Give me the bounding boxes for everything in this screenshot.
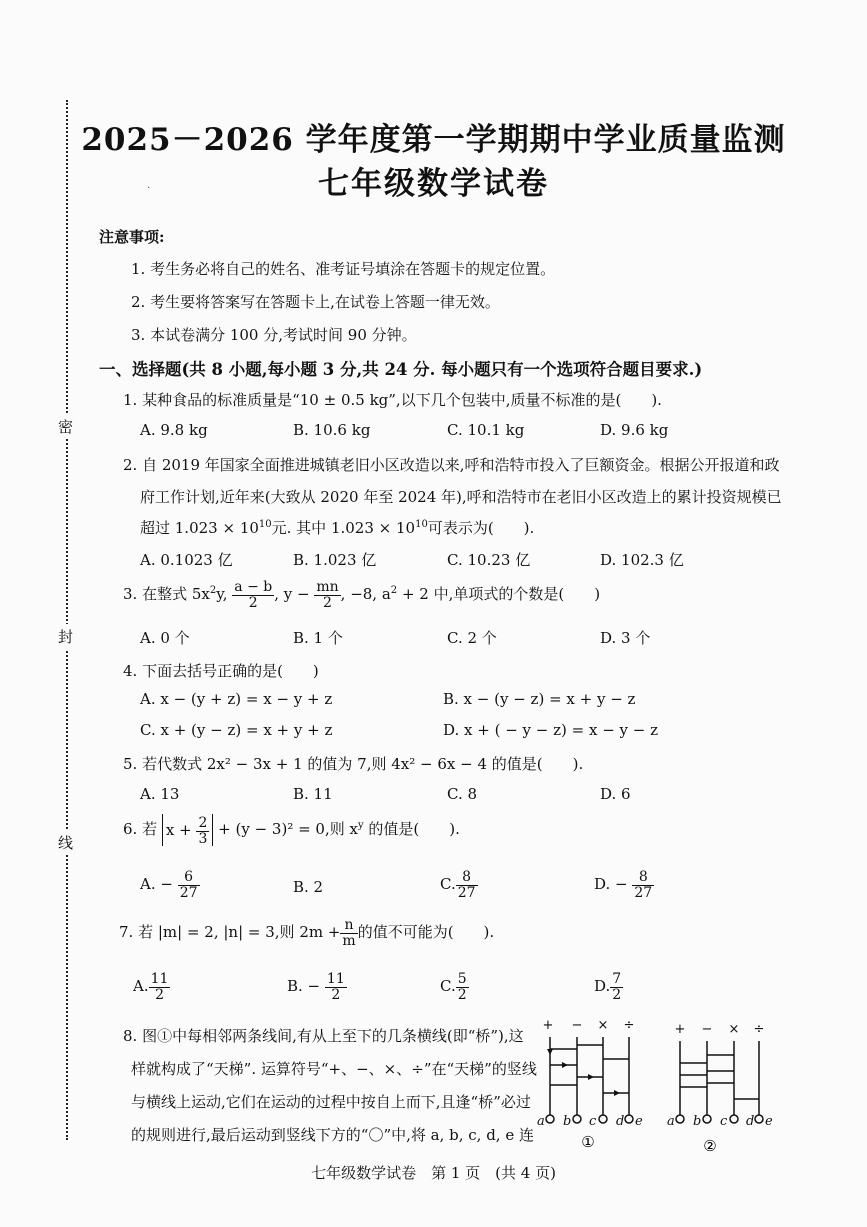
q6-option-b: B. 2 — [293, 878, 324, 896]
fig1-op-minus: − — [571, 1018, 583, 1033]
q2-option-b: B. 1.023 亿 — [293, 551, 377, 569]
q7-option-a: A. $\frac{11}{2}$ — [133, 971, 169, 1003]
fig2-letter-d: d — [746, 1114, 755, 1129]
exam-subtitle: 七年级数学试卷 — [318, 166, 549, 202]
q2-option-a: A. 0.1023 亿 — [140, 551, 233, 569]
fig1-letter-d: d — [616, 1114, 625, 1129]
q3-option-d: D. 3 个 — [600, 629, 651, 647]
fig2-letter-a: a — [667, 1114, 675, 1129]
notice-item: 1. 考生务必将自己的姓名、准考证号填涂在答题卡的规定位置。 — [131, 260, 556, 278]
q4-option-a: A. x − (y + z) = x − y + z — [140, 690, 333, 708]
q2-option-d: D. 102.3 亿 — [600, 551, 684, 569]
section-heading: 一、选择题(共 8 小题,每小题 3 分,共 24 分. 每小题只有一个选项符合题目要求.) — [99, 360, 703, 379]
q6-option-a: A. − $\frac{6}{27}$ — [140, 869, 198, 901]
q1-option-c: C. 10.1 kg — [447, 421, 525, 439]
q3-option-c: C. 2 个 — [447, 629, 497, 647]
question-4-stem: 4. 下面去括号正确的是( ) — [123, 662, 319, 680]
q5-option-b: B. 11 — [293, 785, 333, 803]
q7-option-b: B. − $\frac{11}{2}$ — [287, 971, 345, 1003]
q4-option-d: D. x + ( − y − z) = x − y − z — [443, 721, 659, 739]
fig2-letter-e: e — [765, 1114, 773, 1129]
fig2-letter-c: c — [720, 1114, 728, 1129]
notice-item: 3. 本试卷满分 100 分,考试时间 90 分钟。 — [131, 326, 417, 344]
fig1-letter-a: a — [537, 1114, 545, 1129]
q7-option-c: C. $\frac{5}{2}$ — [440, 971, 467, 1003]
notice-item: 2. 考生要将答案写在答题卡上,在试卷上答题一律无效。 — [131, 293, 500, 311]
fig2-caption: ② — [703, 1137, 717, 1155]
seal-char-mi: 密 — [58, 414, 73, 439]
question-8-line: 样就构成了“天梯”. 运算符号“+、−、×、÷”在“天梯”的竖线 — [131, 1060, 537, 1078]
fraction: $\frac{a - b}{2}$ — [234, 579, 273, 611]
ladder-figure-2 — [660, 1015, 780, 1155]
fraction: $\frac{mn}{2}$ — [316, 579, 339, 611]
question-2-line2: 府工作计划,近年来(大致从 2020 年至 2024 年),呼和浩特市在老旧小区改造上的累计投资规模已 — [140, 488, 782, 506]
fraction: $\frac{2}{3}$ — [198, 814, 208, 847]
fig2-op-plus: + — [674, 1022, 686, 1037]
q5-option-a: A. 13 — [140, 785, 180, 803]
question-1-stem: 1. 某种食品的标准质量是“10 ± 0.5 kg”,以下几个包装中,质量不标准的是( ). — [123, 391, 662, 409]
q1-option-b: B. 10.6 kg — [293, 421, 371, 439]
fig2-letter-b: b — [693, 1114, 702, 1129]
fig2-op-divide: ÷ — [753, 1022, 765, 1037]
question-8-line: 的规则进行,最后运动到竖线下方的“〇”中,将 a, b, c, d, e 连 — [131, 1126, 534, 1144]
question-8-line: 与横线上运动,它们在运动的过程中按自上而下,且逢“桥”必过 — [131, 1093, 531, 1111]
fig1-caption: ① — [581, 1133, 595, 1151]
notice-heading: 注意事项: — [99, 228, 165, 246]
q1-option-a: A. 9.8 kg — [140, 421, 208, 439]
fig1-letter-e: e — [635, 1114, 643, 1129]
question-7-stem: 7. 若 |m| = 2, |n| = 3,则 2m + $\frac{n}{m}$ 的值不可能为( ). — [119, 917, 495, 949]
fraction: $\frac{n}{m}$ — [342, 917, 356, 949]
question-2-line1: 2. 自 2019 年国家全面推进城镇老旧小区改造以来,呼和浩特市投入了巨额资金。根据公开报道和政 — [123, 456, 780, 474]
q5-option-d: D. 6 — [600, 785, 631, 803]
q7-option-d: D. $\frac{7}{2}$ — [594, 971, 622, 1003]
q2-option-c: C. 10.23 亿 — [447, 551, 531, 569]
fig2-op-minus: − — [701, 1022, 713, 1037]
fig1-op-times: × — [597, 1018, 609, 1033]
q6-option-d: D. − $\frac{8}{27}$ — [594, 869, 653, 901]
seal-dotted-line — [66, 100, 68, 1140]
question-8-line: 8. 图①中每相邻两条线间,有从上至下的几条横线(即“桥”),这 — [123, 1027, 524, 1045]
seal-char-feng: 封 — [58, 624, 73, 649]
question-6-stem: 6. 若 x + $\frac{2}{3}$ + (y − 3)² = 0,则 $x^y$ 的值是( ). — [123, 814, 460, 847]
q3-option-a: A. 0 个 — [140, 629, 190, 647]
q1-option-d: D. 9.6 kg — [600, 421, 669, 439]
question-5-stem: 5. 若代数式 2x² − 3x + 1 的值为 7,则 4x² − 6x − 4 的值是( ). — [123, 755, 584, 773]
page-footer: 七年级数学试卷 第 1 页 (共 4 页) — [311, 1164, 556, 1182]
fig1-letter-b: b — [563, 1114, 572, 1129]
q4-option-c: C. x + (y − z) = x + y + z — [140, 721, 333, 739]
q3-option-b: B. 1 个 — [293, 629, 343, 647]
fig2-op-times: × — [728, 1022, 740, 1037]
fig1-op-plus: + — [542, 1018, 554, 1033]
q4-option-b: B. x − (y − z) = x + y − z — [443, 690, 636, 708]
q5-option-c: C. 8 — [447, 785, 478, 803]
question-3-stem: 3. 在整式 $5x^2y$, $\frac{a - b}{2}$ , y − $\frac{mn}{2}$ , −8, $a^2 + 2$ 中,单项式的个数是( ) — [123, 579, 601, 611]
fig1-letter-c: c — [589, 1114, 597, 1129]
print-speck: · — [147, 183, 151, 194]
seal-char-xian: 线 — [58, 830, 73, 855]
fig1-op-divide: ÷ — [623, 1018, 635, 1033]
q6-option-c: C. $\frac{8}{27}$ — [440, 869, 476, 901]
exam-title: 2025－2026 学年度第一学期期中学业质量监测 — [81, 122, 786, 158]
ladder-figure-1 — [530, 1015, 650, 1155]
question-2-line3: 超过 $1.023 \times 10^{10}$元. 其中 $1.023 \times 10^{10}$可表示为( ). — [140, 519, 535, 537]
absolute-value-bars: x + $\frac{2}{3}$ — [162, 814, 214, 846]
